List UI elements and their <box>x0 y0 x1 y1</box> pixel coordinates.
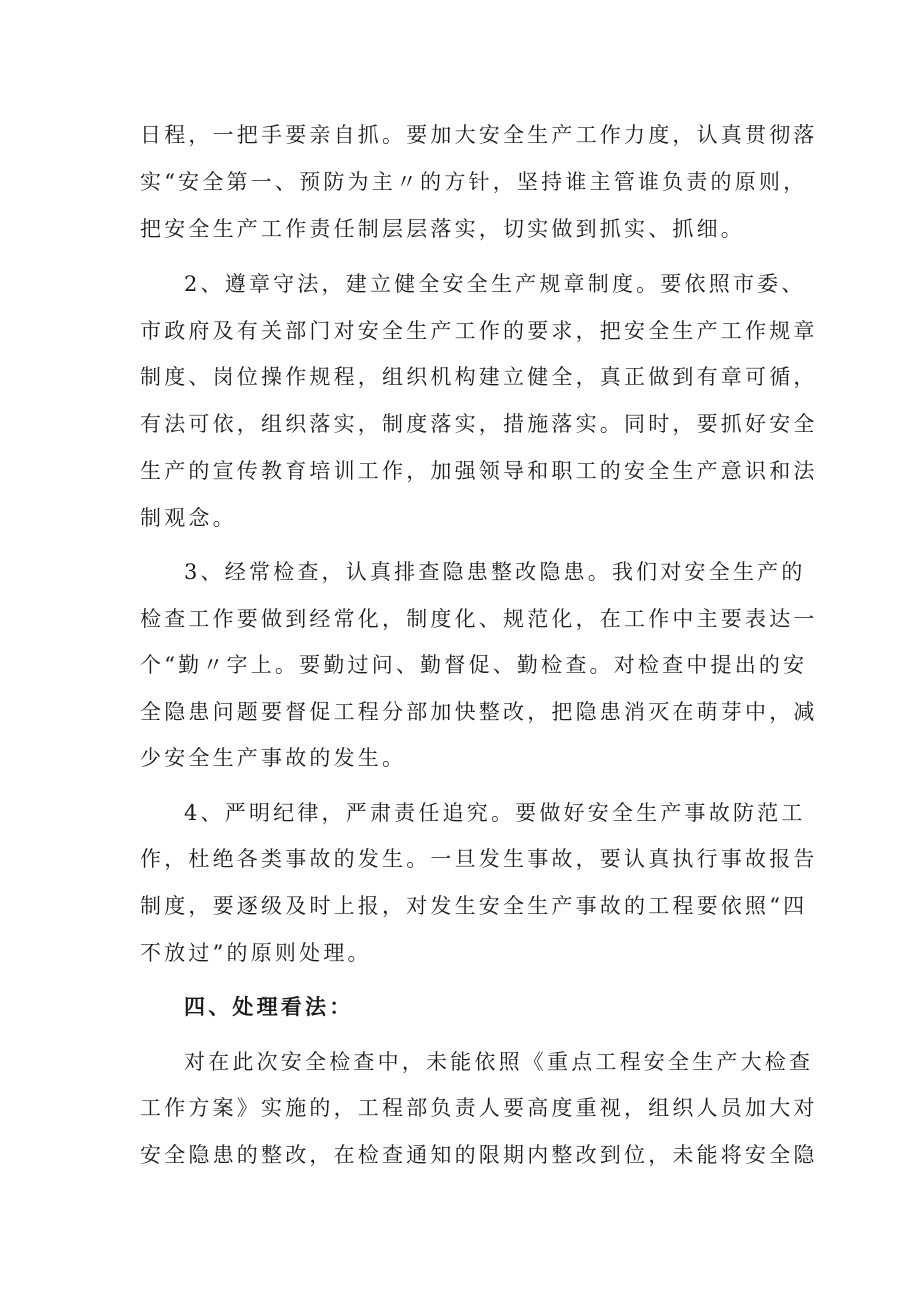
body-line: 不放过”的原则处理。 <box>140 941 372 965</box>
body-line: 有法可依，组织落实，制度落实，措施落实。同时，要抓好安全 <box>140 412 818 436</box>
body-line: 检查工作要做到经常化，制度化、规范化，在工作中主要表达一 <box>140 607 818 631</box>
body-line: 市政府及有关部门对安全生产工作的要求，把安全生产工作规章 <box>140 319 818 343</box>
section-3-line: 3、经常检查，认真排查隐患整改隐患。我们对安全生产的 <box>184 560 806 584</box>
section-4-line: 4、严明纪律，严肃责任追究。要做好安全生产事故防范工 <box>184 801 806 825</box>
body-line: 制度、岗位操作规程，组织机构建立健全，真正做到有章可循， <box>140 365 818 389</box>
body-line: 生产的宣传教育培训工作，加强领导和职工的安全生产意识和法 <box>140 459 818 483</box>
body-line: 制度，要逐级及时上报，对发生安全生产事故的工程要依照“四 <box>140 894 808 918</box>
body-line: 个“勤〃字上。要勤过问、勤督促、勤检查。对检查中提出的安 <box>140 653 808 677</box>
body-line: 把安全生产工作责任制层层落实，切实做到抓实、抓细。 <box>140 217 745 241</box>
body-line: 作，杜绝各类事故的发生。一旦发生事故，要认真执行事故报告 <box>140 847 818 871</box>
body-line: 对在此次安全检查中，未能依照《重点工程安全生产大检查 <box>184 1050 814 1074</box>
section-heading: 四、处理看法： <box>184 994 354 1019</box>
body-line: 制观念。 <box>140 506 237 530</box>
body-line: 工作方案》实施的，工程部负责人要高度重视，组织人员加大对 <box>140 1096 818 1120</box>
body-line: 全隐患问题要督促工程分部加快整改，把隐患消灭在萌芽中，减 <box>140 700 818 724</box>
section-2-line: 2、遵章守法，建立健全安全生产规章制度。要依照市委、 <box>184 272 806 296</box>
body-line: 日程，一把手要亲自抓。要加大安全生产工作力度，认真贯彻落 <box>140 123 818 147</box>
body-line: 安全隐患的整改，在检查通知的限期内整改到位，未能将安全隐 <box>140 1143 818 1167</box>
body-line: 少安全生产事故的发生。 <box>140 746 407 770</box>
body-line: 实“安全第一、预防为主〃的方针，坚持谁主管谁负责的原则， <box>140 170 808 194</box>
